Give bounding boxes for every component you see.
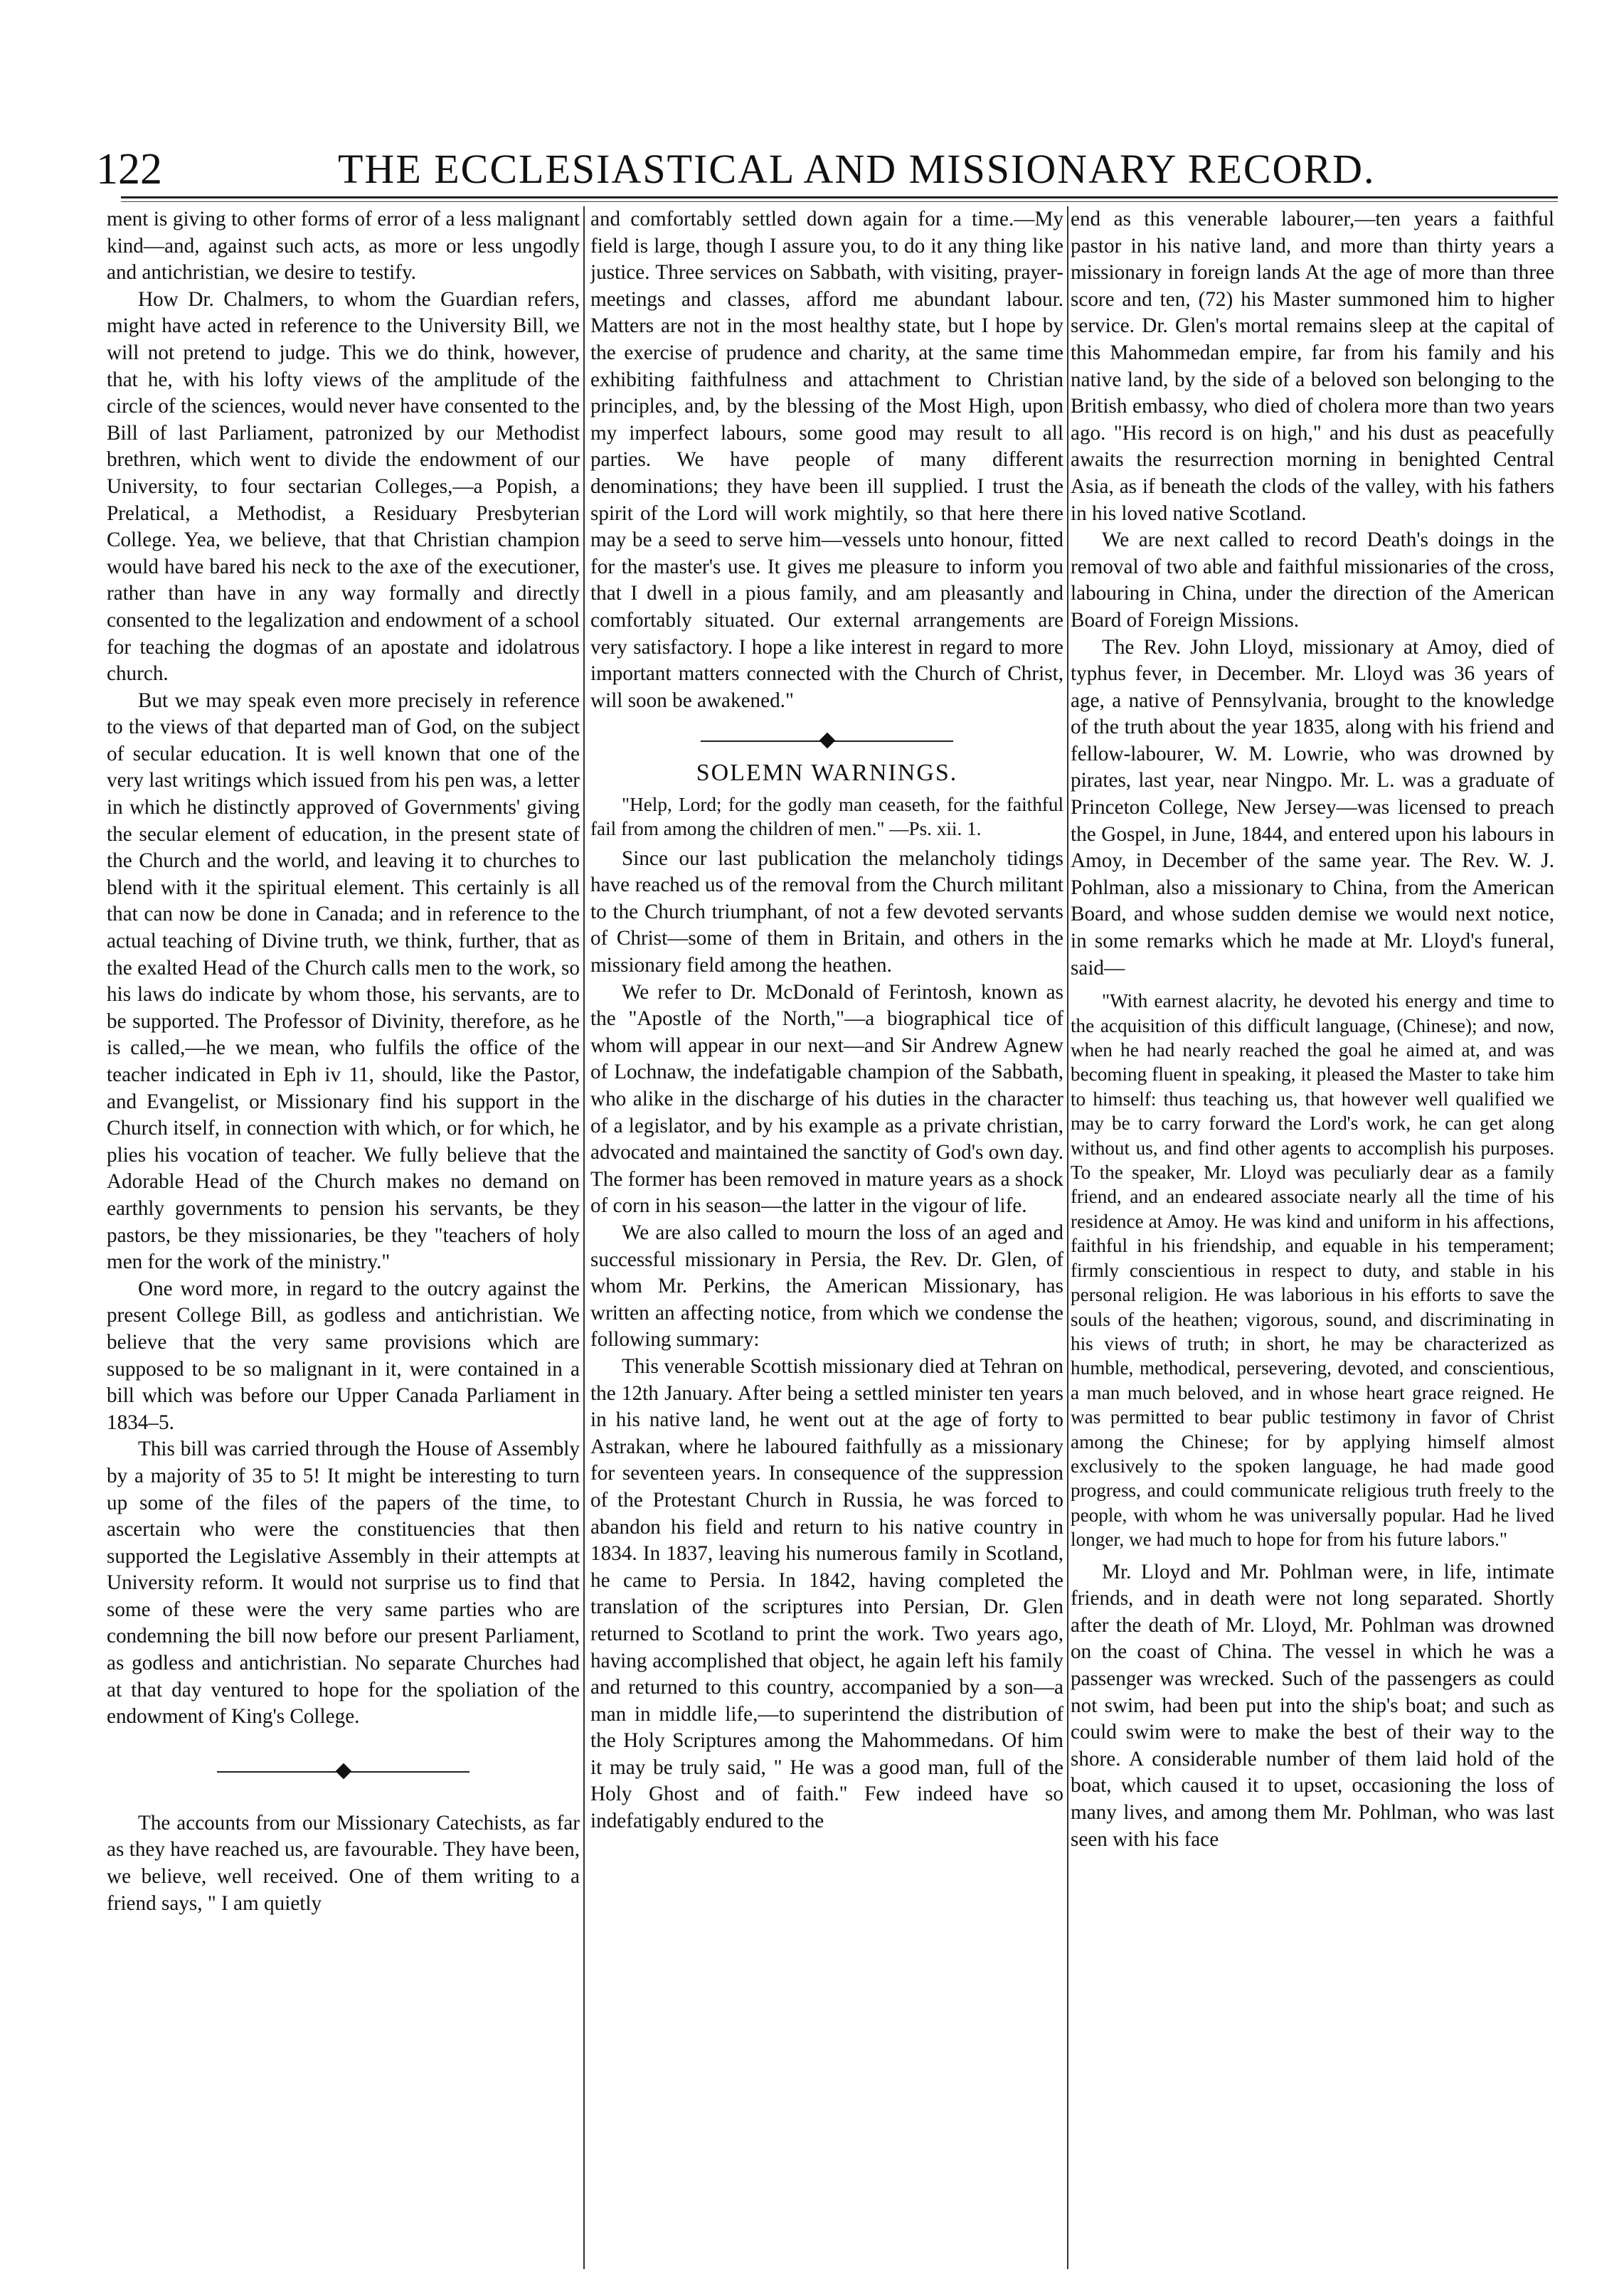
column-1 xyxy=(107,206,580,2269)
header-rule-thin xyxy=(121,201,1558,202)
paragraph: One word more, in regard to the outcry against the present College Bill, as godless and antichristian. We believe that the very same provisions which are supposed to be so malignant in it, were contained in a bill which was before our Upper Canada Parliament in 1834–5. xyxy=(107,1277,580,1434)
paragraph: Since our last publication the melancholy tidings have reached us of the removal from the Church militant to the Church triumphant, of not a few devoted servants of Christ—some of them in Britain, and others in the missionary field among the heathen. xyxy=(590,846,1063,977)
section-heading: SOLEMN WARNINGS. xyxy=(696,760,958,787)
paragraph: and comfortably settled down again for a time.—My field is large, though I assure you, to do it any thing like justice. Three services on Sabbath, with visiting, prayer-meetings and classes, afford me abundant labour. Matters are not in the most healthy state, but I hope by the exercise of prudence and charity, at the same time exhibiting faithfulness and attachment to Christian principles, and, by the blessing of the Most High, upon my imperfect labours, some good may result to all parties. We have people of many different denominations; they have been ill supplied. I trust the spirit of the Lord will work mightily, so that here there may be a seed to serve him—vessels unto honour, fitted for the master's use. It gives me pleasure to inform you that I dwell in a pious family, and am pleasantly and comfortably situated. Our external arrangements are very satisfactory. I hope a like interest in regard to more important matters connected with the Church of Christ, will soon be awakened." xyxy=(590,208,1063,712)
running-title: THE ECCLESIASTICAL AND MISSIONARY RECORD. xyxy=(338,146,1376,192)
column-3 xyxy=(1071,206,1554,2269)
paragraph: The Rev. John Lloyd, missionary at Amoy, died of typhus fever, in December. Mr. Lloyd was 36 years of age, a native of Pennsylvania, brought to the knowledge of the truth about the year 1835, along with his friend and fellow-labourer, W. M. Lowrie, who was drowned by pirates, last year, near Ningpo. Mr. L. was a graduate of Princeton College, New Jersey—was licensed to preach the Gospel, in June, 1844, and entered upon his labours in Amoy, in December of the same year. The Rev. W. J. Pohlman, also a missionary to China, from the American Board, and whose sudden demise we would next notice, in some remarks which he made at Mr. Lloyd's funeral, said— xyxy=(1071,635,1554,979)
column-2 xyxy=(590,206,1063,2269)
paragraph: This bill was carried through the House of Assembly by a majority of 35 to 5! It might be interesting to turn up some of the files of the papers of the time, to ascertain who were the constituencies that then supported the Legislative Assembly in their attempts at University reform. It would not surprise us to find that some of these were the very same parties who are condemning the bill now before our present Parliament, as godless and antichristian. No separate Churches had at that day ventured to hope for the spoliation of the endowment of King's College. xyxy=(107,1438,580,1729)
block-quote: "With earnest alacrity, he devoted his energy and time to the acquisition of this difficult language, (Chinese); and now, when he had nearly reached the goal he aimed at, and was becoming fluent in speaking, it pleased the Master to take him to himself: thus teaching us, that however well qualified we may be to carry forward the Lord's work, he can get along without us, and find other agents to accomplish his purposes. To the speaker, Mr. Lloyd was peculiarly dear as a family friend, and an endeared associate nearly all the time of his residence at Amoy. He was kind and uniform in his affections, faithful in his friendship, and equable in his temperament; firmly conscientious in respect to duty, and stable in his personal religion. He was laborious in his efforts to save the souls of the heathen; vigorous, sound, and discriminating in his views of truth; in short, he may be characterized as humble, methodical, persevering, devoted, and conscientious, a man much beloved, and in whose heart grace reigned. He was permitted to bear public testimony in favor of Christ among the Chinese; for by applying himself almost exclusively to the spoken language, he had made good progress, and could communicate religious truth freely to the people, with whom he was universally popular. Had he lived longer, we had much to hope for from his future labors." xyxy=(1071,990,1554,1551)
section-ornament xyxy=(590,728,1063,754)
section-ornament xyxy=(107,1759,580,1785)
paragraph: We are next called to record Death's doings in the removal of two able and faithful missionaries of the cross, labouring in China, under the direction of the American Board of Foreign Missions. xyxy=(1071,529,1554,632)
paragraph: The accounts from our Missionary Catechists, as far as they have reached us, are favourable. They have been, we believe, well received. One of them writing to a friend says, " I am quietly xyxy=(107,1811,580,1915)
column-divider-1 xyxy=(583,206,585,2269)
paragraph: But we may speak even more precisely in reference to the views of that departed man of God, on the subject of secular education. It is well known that one of the very last writings which issued from his pen was, a letter in which he distinctly approved of Governments' giving the secular element of education, in the present state of the Church and the world, and leaving it to churches to blend with it the spiritual element. This certainly is all that can now be done in Canada; and in reference to the actual teaching of Divine truth, we think, further, that as the exalted Head of the Church calls men to the work, so his laws do indicate by whom those, his servants, are to be supported. The Professor of Divinity, therefore, as he is called,—he we mean, who fulfils the office of the teacher indicated in Eph iv 11, should, like the Pastor, and Evangelist, or Missionary find his support in the Church itself, in connection with which, or for which, he plies his vocation of teacher. We fully believe that the Adorable Head of the Church makes no demand on earthly governments to pension his servants, be they pastors, be they missionaries, be they "teachers of holy men for the work of the ministry." xyxy=(107,689,580,1274)
page-header xyxy=(96,141,1561,198)
paragraph: end as this venerable labourer,—ten years a faithful pastor in his native land, and more than thirty years a missionary in foreign lands At the age of more than three score and ten, (72) his Master summoned him to higher service. Dr. Glen's mortal remains sleep at the capital of this Mahommedan empire, far from his family and his native land, by the side of a beloved son belonging to the British embassy, who died of cholera more than two years ago. "His record is on high," and his dust as peacefully awaits the resurrection morning in benighted Central Asia, as if beneath the clods of the valley, with his fathers in his loved native Scotland. xyxy=(1071,208,1554,525)
page-number: 122 xyxy=(96,145,162,193)
paragraph: We refer to Dr. McDonald of Ferintosh, known as the "Apostle of the North,"—a biographical tice of whom will appear in our next—and Sir Andrew Agnew of Lochnaw, the indefatigable champion of the Sabbath, who alike in the discharge of his duties in the character of a legislator, and by his example as a private christian, advocated and maintained the sanctity of God's own day. The former has been removed in mature years as a shock of corn in his season—the latter in the vigour of life. xyxy=(590,980,1063,1218)
paragraph: ment is giving to other forms of error of a less malignant kind—and, against such acts, as more or less ungodly and antichristian, we desire to testify. xyxy=(107,208,580,285)
paragraph: How Dr. Chalmers, to whom the Guardian refers, might have acted in reference to the University Bill, we will not pretend to judge. This we do think, however, that he, with his lofty views of the amplitude of the circle of the sciences, would never have consented to the Bill of last Parliament, patronized by our Methodist brethren, which went to divide the endowment of our University, to four sectarian Colleges,—a Popish, a Prelatical, a Methodist, a Residuary Presbyterian College. Yea, we believe, that that Christian champion would have bared his neck to the axe of the executioner, rather than have in any way formally and directly consented to the legalization and endowment of a school for teaching the dogmas of an apostate and idolatrous church. xyxy=(107,287,580,686)
epigraph: "Help, Lord; for the godly man ceaseth, for the faithful fail from among the children of men." —Ps. xii. 1. xyxy=(590,793,1063,840)
paragraph: This venerable Scottish missionary died at Tehran on the 12th January. After being a settled minister ten years in his native land, he went out at the age of forty to Astrakan, where he laboured faithfully as a missionary for seventeen years. In consequence of the suppression of the Protestant Church in Russia, he was forced to abandon his field and return to his native country in 1834. In 1837, leaving his numerous family in Scotland, he came to Persia. In 1842, having completed the translation of the scriptures into Persian, Dr. Glen returned to Scotland to print the work. Two years ago, having accomplished that object, he again left his family and returned to this country, accompanied by a son—a man in middle life,—to superintend the distribution of the Holy Scriptures among the Mahommedans. Of him it may be truly said, " He was a good man, full of the Holy Ghost and of faith." Few indeed have so indefatigably endured to the xyxy=(590,1354,1063,1833)
header-rule xyxy=(121,196,1558,198)
paragraph: We are also called to mourn the loss of an aged and successful missionary in Persia, the Rev. Dr. Glen, of whom Mr. Perkins, the American Missionary, has written an affecting notice, from which we condense the following summary: xyxy=(590,1221,1063,1352)
ornament-diamond-icon xyxy=(335,1763,351,1780)
column-divider-2 xyxy=(1067,206,1068,2269)
ornament-diamond-icon xyxy=(819,733,835,749)
paragraph: Mr. Lloyd and Mr. Pohlman were, in life, intimate friends, and in death were not long separated. Shortly after the death of Mr. Lloyd, Mr. Pohlman was drowned on the coast of China. The vessel in which he was a passenger was wrecked. Such of the passengers as could not swim, had been put into the ship's boat; and such as could swim were to make the best of their way to the shore. A considerable number of them laid hold of the boat, which caused it to upset, occasioning the loss of many lives, and among them Mr. Pohlman, who was last seen with his face xyxy=(1071,1560,1554,1851)
